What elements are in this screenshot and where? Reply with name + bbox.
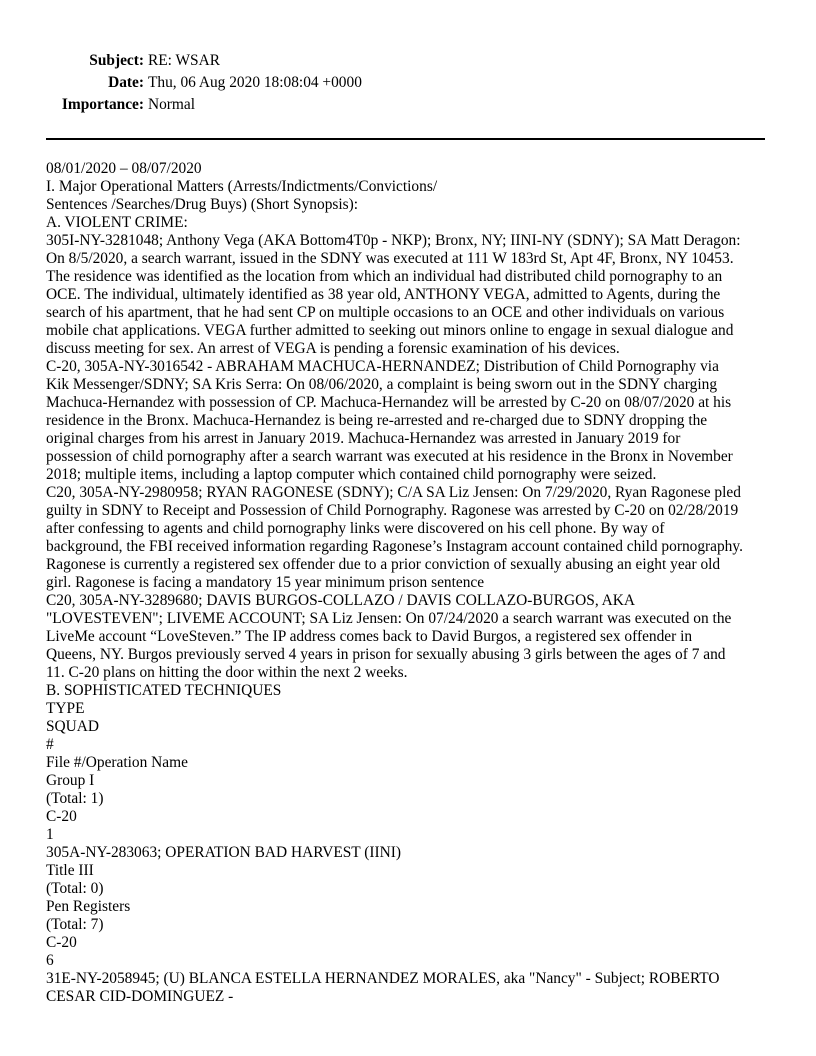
body-line: B. SOPHISTICATED TECHNIQUES: [46, 682, 282, 699]
body-line: LiveMe account “LoveSteven.” The IP address comes back to David Burgos, a registered sex offender in: [46, 628, 693, 645]
date-row: [0, 74, 816, 96]
body-line: 305A-NY-283063; OPERATION BAD HARVEST (IINI): [46, 844, 402, 861]
body-line: File #/Operation Name: [46, 754, 188, 771]
body-line: guilty in SDNY to Receipt and Possession of Child Pornography. Ragonese was arrested by C-20 on 02/28/2019: [46, 502, 739, 519]
subject-row: [0, 52, 816, 74]
body-line: The residence was identified as the location from which an individual had distributed child pornography to an: [46, 268, 723, 285]
body-line: discuss meeting for sex. An arrest of VEGA is pending a forensic examination of his devices.: [46, 340, 620, 357]
body-line: TYPE: [46, 700, 85, 717]
body-line: mobile chat applications. VEGA further admitted to seeking out minors online to engage in sexual dialogue and: [46, 322, 734, 339]
body-line: (Total: 0): [46, 880, 104, 897]
importance-label: Importance:: [61, 96, 144, 113]
body-line: (Total: 1): [46, 790, 104, 807]
body-line: original charges from his arrest in January 2019. Machuca-Hernandez was arrested in January 2019 for: [46, 430, 681, 447]
header-divider: [46, 138, 765, 140]
body-line: 1: [46, 826, 54, 843]
body-line: search of his apartment, that he had sent CP on multiple occasions to an OCE and other individuals on various: [46, 304, 725, 321]
subject-value: RE: WSAR: [148, 52, 220, 69]
body-line: CESAR CID-DOMINGUEZ -: [46, 988, 234, 1005]
body-line: 08/01/2020 – 08/07/2020: [46, 160, 202, 177]
body-line: OCE. The individual, ultimately identified as 38 year old, ANTHONY VEGA, admitted to Agents, during the: [46, 286, 721, 303]
body-line: Group I: [46, 772, 95, 789]
email-header: [0, 52, 816, 118]
body-line: On 8/5/2020, a search warrant, issued in the SDNY was executed at 111 W 183rd St, Apt 4F, Bronx, NY 10453.: [46, 250, 734, 267]
body-line: background, the FBI received information regarding Ragonese’s Instagram account contained child pornography.: [46, 538, 743, 555]
body-line: after confessing to agents and child pornography links were discovered on his cell phone. By way of: [46, 520, 665, 537]
body-line: 2018; multiple items, including a laptop computer which contained child pornography were seized.: [46, 466, 657, 483]
importance-row: [0, 96, 816, 118]
body-line: C-20: [46, 808, 77, 825]
date-label: Date:: [108, 74, 144, 91]
body-line: A. VIOLENT CRIME:: [46, 214, 188, 231]
body-line: residence in the Bronx. Machuca-Hernandez is being re-arrested and re-charged due to SDNY dropping the: [46, 412, 708, 429]
body-line: girl. Ragonese is facing a mandatory 15 year minimum prison sentence: [46, 574, 485, 591]
importance-value: Normal: [148, 96, 196, 113]
body-line: "LOVESTEVEN"; LIVEME ACCOUNT; SA Liz Jensen: On 07/24/2020 a search warrant was executed on the: [46, 610, 732, 627]
body-line: Queens, NY. Burgos previously served 4 years in prison for sexually abusing 3 girls between the ages of 7 and: [46, 646, 726, 663]
body-line: possession of child pornography after a search warrant was executed at his residence in the Bronx in November: [46, 448, 733, 465]
body-line: 11. C-20 plans on hitting the door within the next 2 weeks.: [46, 664, 408, 681]
body-line: 6: [46, 952, 54, 969]
body-line: 31E-NY-2058945; (U) BLANCA ESTELLA HERNANDEZ MORALES, aka "Nancy" - Subject; ROBERTO: [46, 970, 720, 987]
body-line: C20, 305A-NY-2980958; RYAN RAGONESE (SDNY); C/A SA Liz Jensen: On 7/29/2020, Ryan Ragonese pled: [46, 484, 741, 501]
body-line: SQUAD: [46, 718, 100, 735]
body-line: (Total: 7): [46, 916, 104, 933]
message-body: [46, 160, 772, 1006]
subject-label: Subject:: [89, 52, 144, 69]
body-line: Machuca-Hernandez with possession of CP. Machuca-Hernandez will be arrested by C-20 on 08/07/2020 at his: [46, 394, 732, 411]
body-line: C20, 305A-NY-3289680; DAVIS BURGOS-COLLAZO / DAVIS COLLAZO-BURGOS, AKA: [46, 592, 636, 609]
body-line: Kik Messenger/SDNY; SA Kris Serra: On 08/06/2020, a complaint is being sworn out in the SDNY charging: [46, 376, 718, 393]
body-line: C-20, 305A-NY-3016542 - ABRAHAM MACHUCA-HERNANDEZ; Distribution of Child Pornography via: [46, 358, 719, 375]
body-line: 305I-NY-3281048; Anthony Vega (AKA Bottom4T0p - NKP); Bronx, NY; IINI-NY (SDNY); SA Matt Deragon:: [46, 232, 741, 249]
body-line: I. Major Operational Matters (Arrests/Indictments/Convictions/: [46, 178, 438, 195]
body-line: Sentences /Searches/Drug Buys) (Short Synopsis):: [46, 196, 359, 213]
body-line: Pen Registers: [46, 898, 131, 915]
body-line: Title III: [46, 862, 94, 879]
body-line: Ragonese is currently a registered sex offender due to a prior conviction of sexually abusing an eight year old: [46, 556, 721, 573]
date-value: Thu, 06 Aug 2020 18:08:04 +0000: [148, 74, 362, 91]
body-line: #: [46, 736, 54, 753]
body-line: C-20: [46, 934, 77, 951]
